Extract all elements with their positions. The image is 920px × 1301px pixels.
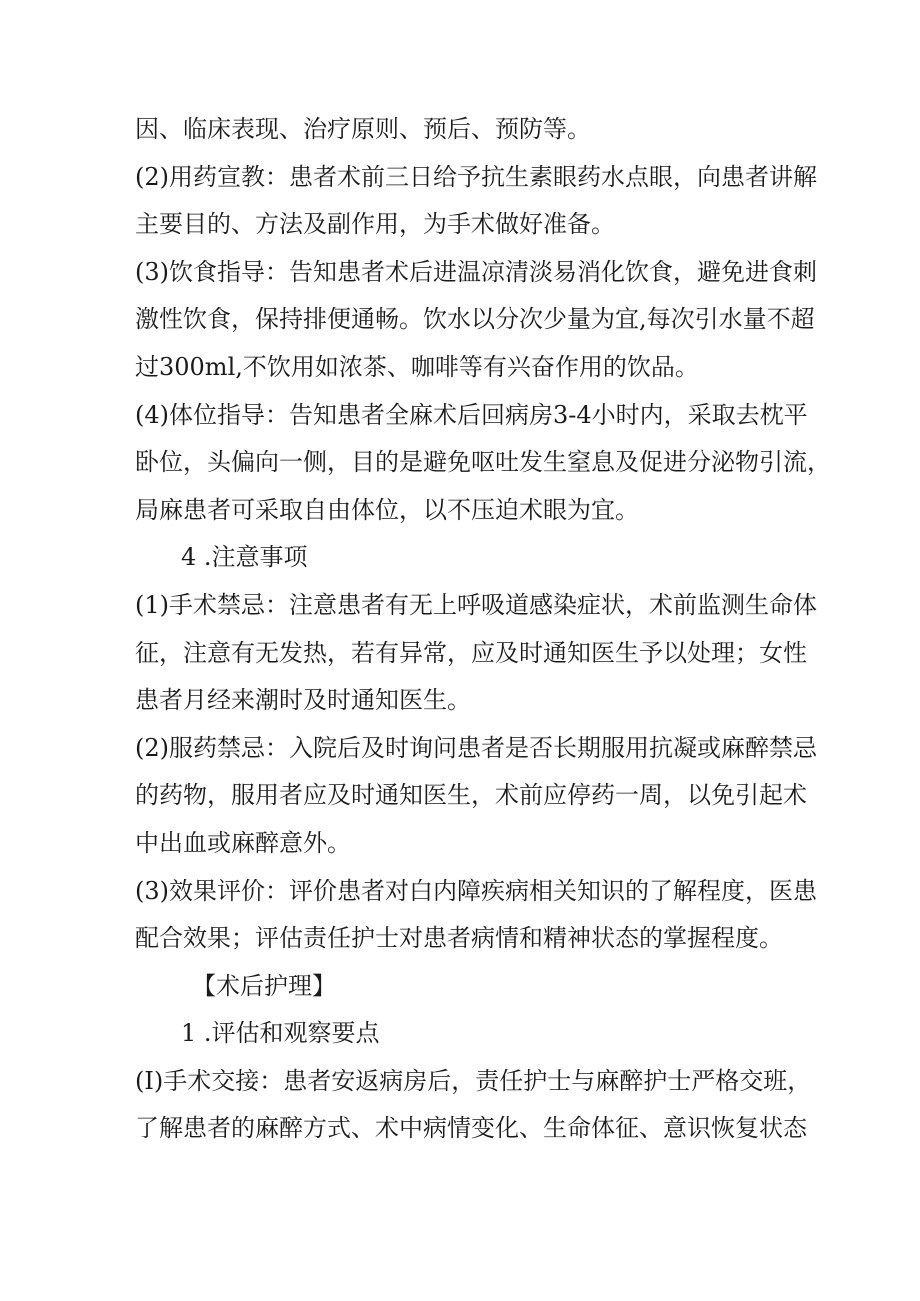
- text-line: 配合效果；评估责任护士对患者病情和精神状态的掌握程度。: [135, 924, 783, 953]
- text-line: 过300ml,不饮用如浓茶、咖啡等有兴奋作用的饮品。: [135, 352, 699, 381]
- text-line: 卧位，头偏向一侧，目的是避免呕吐发生窒息及促进分泌物引流，: [135, 448, 831, 477]
- text-line: 因、临床表现、治疗原则、预后、预防等。: [135, 115, 591, 143]
- section-heading: 4 .注意事项: [181, 543, 308, 572]
- text-line: 局麻患者可采取自由体位，以不压迫术眼为宜。: [135, 495, 639, 524]
- text-line: 患者月经来潮时及时通知医生。: [135, 686, 471, 715]
- document-body: [135, 106, 831, 1153]
- section-heading: 【术后护理】: [192, 971, 336, 1000]
- text-line: 了解患者的麻醉方式、术中病情变化、生命体征、意识恢复状态: [135, 1114, 807, 1143]
- text-line: 的药物，服用者应及时通知医生，术前应停药一周，以免引起术: [135, 781, 807, 810]
- text-line: 中出血或麻醉意外。: [135, 828, 351, 857]
- text-line: (I)手术交接：患者安返病房后，责任护士与麻醉护士严格交班，: [135, 1066, 812, 1095]
- text-line: 主要目的、方法及副作用，为手术做好准备。: [135, 210, 615, 239]
- text-line: 征，注意有无发热，若有异常，应及时通知医生予以处理；女性: [135, 638, 807, 667]
- text-line: (2)服药禁忌：入院后及时询问患者是否长期服用抗凝或麻醉禁忌: [135, 733, 817, 762]
- text-line: (3)饮食指导：告知患者术后进温凉清淡易消化饮食，避免进食刺: [135, 257, 817, 286]
- text-line: (1)手术禁忌：注意患者有无上呼吸道感染症状，术前监测生命体: [135, 590, 817, 619]
- text-line: (4)体位指导：告知患者全麻术后回病房3-4小时内，采取去枕平: [135, 400, 808, 429]
- text-line: (3)效果评价：评价患者对白内障疾病相关知识的了解程度，医患: [135, 876, 817, 905]
- text-line: 激性饮食，保持排便通畅。饮水以分次少量为宜,每次引水量不超: [135, 305, 815, 334]
- text-line: (2)用药宣教：患者术前三日给予抗生素眼药水点眼，向患者讲解: [135, 162, 817, 191]
- section-heading: 1 .评估和观察要点: [181, 1019, 380, 1048]
